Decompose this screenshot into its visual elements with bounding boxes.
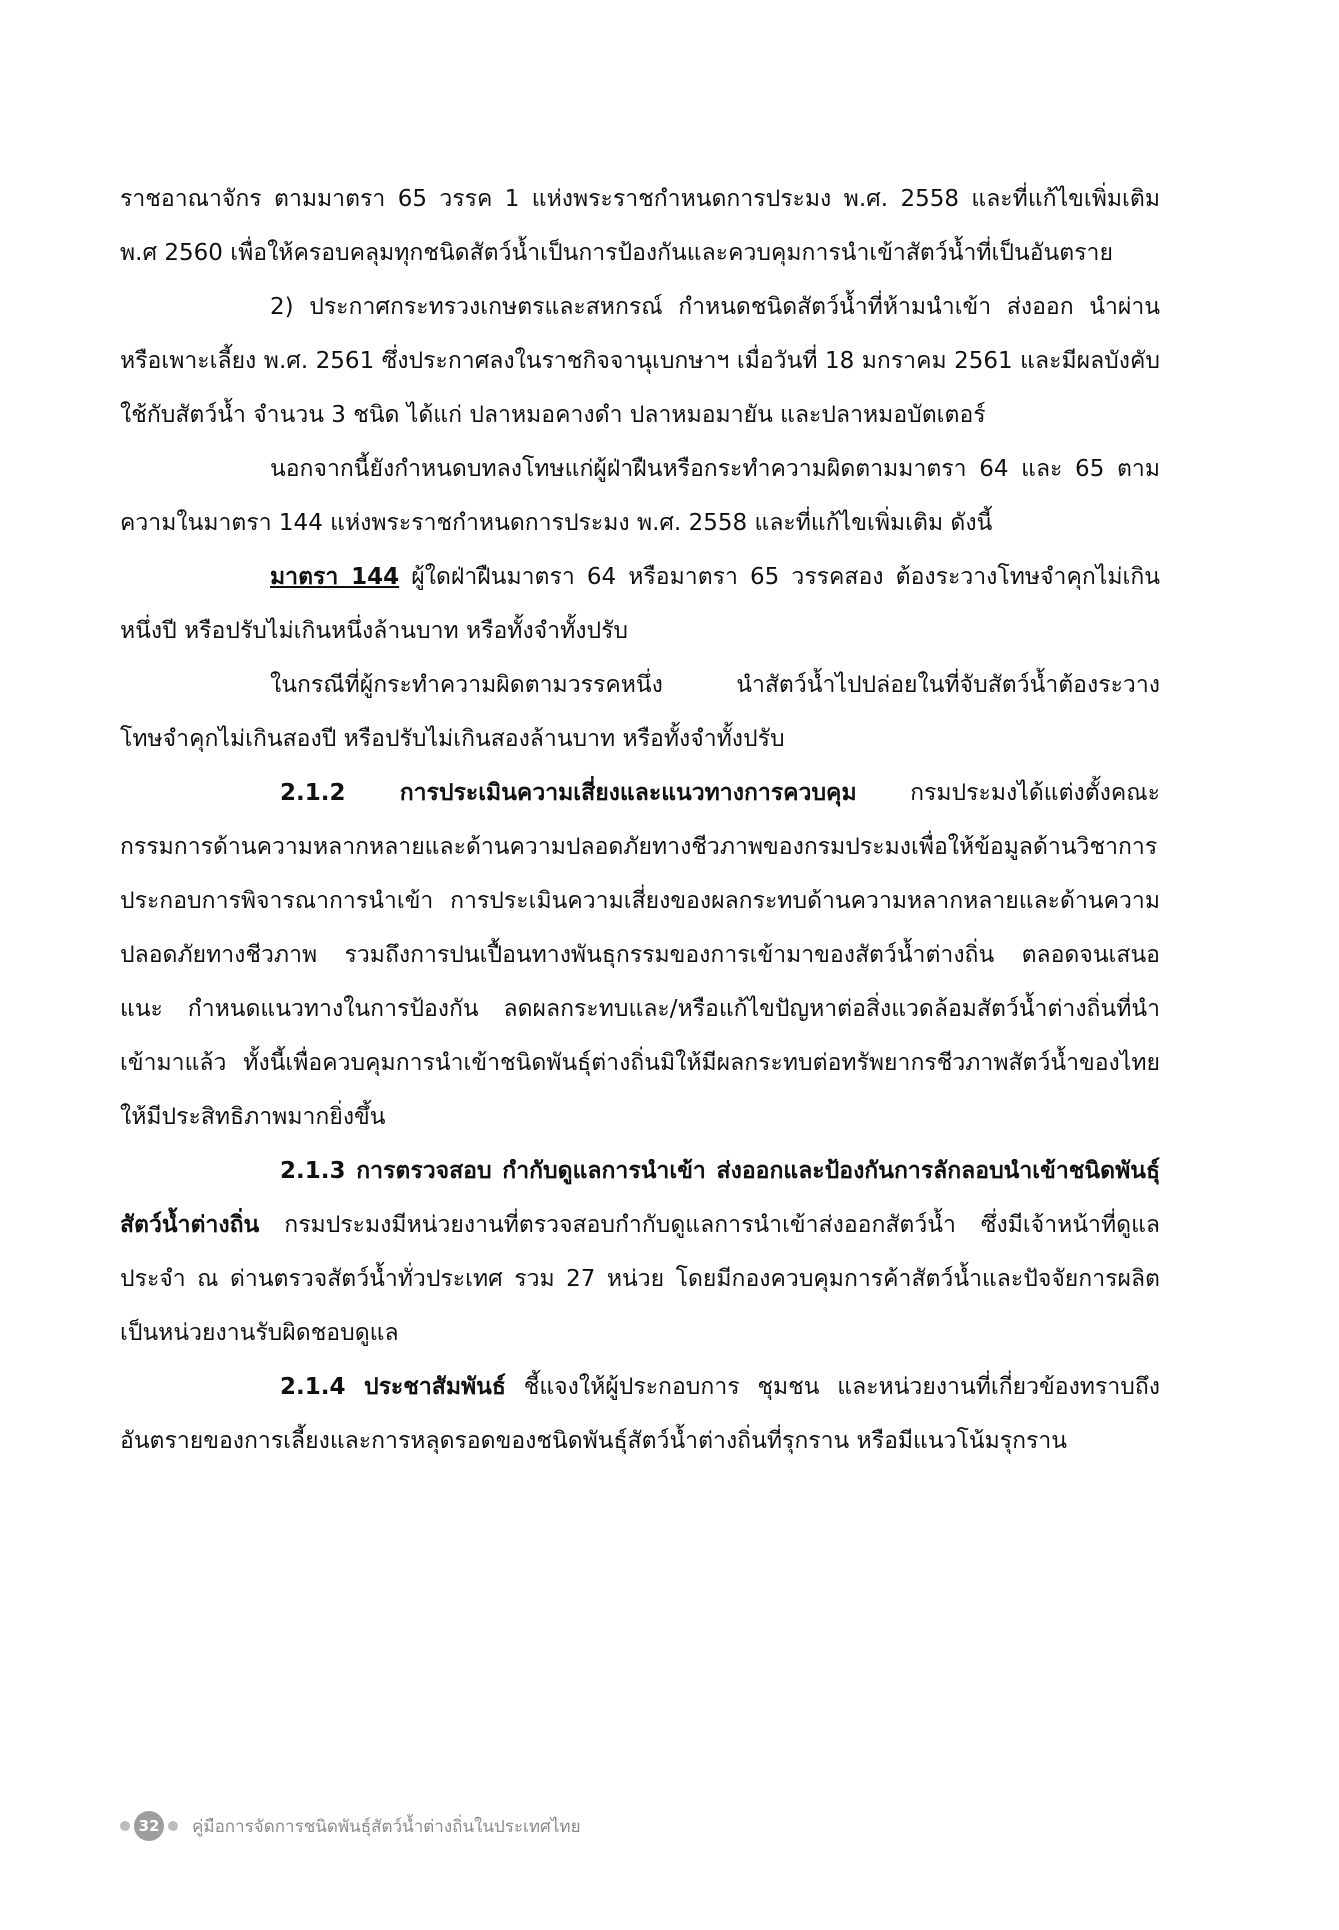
page-number: 32: [134, 1811, 164, 1841]
paragraph-public-relations: [120, 1360, 1160, 1468]
paragraph-penalty-intro: [120, 442, 1160, 550]
paragraph-second-offense: [120, 658, 1160, 766]
law-section-reference: มาตรา 144: [270, 564, 400, 590]
paragraph-text: ราชอาณาจักร ตามมาตรา 65 วรรค 1 แห่งพระราชกำหนดการประมง พ.ศ. 2558 และที่แก้ไขเพิ่มเติม พ.ศ 2560 เพื่อให้ครอบคลุมทุกชนิดสัตว์น้ำเป็นการป้องกันและควบคุมการนำเข้าสัตว์น้ำที่เป็นอันตราย: [120, 186, 1160, 266]
footer-dot-left: [120, 1821, 130, 1831]
paragraph-continuation: [120, 172, 1160, 280]
paragraph-section-144: [120, 550, 1160, 658]
subsection-heading: 2.1.2 การประเมินความเสี่ยงและแนวทางการควบคุม: [280, 780, 857, 806]
footer-dot-right: [168, 1821, 178, 1831]
paragraph-inspection: [120, 1144, 1160, 1360]
footer-title: คู่มือการจัดการชนิดพันธุ์สัตว์น้ำต่างถิ่นในประเทศไทย: [192, 1816, 581, 1837]
paragraph-text: 2) ประกาศกระทรวงเกษตรและสหกรณ์ กำหนดชนิดสัตว์น้ำที่ห้ามนำเข้า ส่งออก นำผ่าน หรือเพาะเลี้ยง พ.ศ. 2561 ซึ่งประกาศลงในราชกิจจานุเบกษาฯ เมื่อวันที่ 18 มกราคม 2561 และมีผลบังคับใช้กับสัตว์น้ำ จำนวน 3 ชนิด ได้แก่ ปลาหมอคางดำ ปลาหมอมายัน และปลาหมอบัตเตอร์: [120, 294, 1160, 428]
subsection-heading: 2.1.4 ประชาสัมพันธ์: [280, 1374, 506, 1400]
page-body: [120, 172, 1160, 1468]
paragraph-text: ผู้ใดฝ่าฝืนมาตรา 64 หรือมาตรา 65 วรรคสอง ต้องระวางโทษจำคุกไม่เกินหนึ่งปี หรือปรับไม่เกินหนึ่งล้านบาท หรือทั้งจำทั้งปรับ: [120, 564, 1160, 644]
paragraph-risk-assessment: [120, 766, 1160, 1144]
paragraph-text: ในกรณีที่ผู้กระทำความผิดตามวรรคหนึ่ง นำสัตว์น้ำไปปล่อยในที่จับสัตว์น้ำต้องระวางโทษจำคุกไม่เกินสองปี หรือปรับไม่เกินสองล้านบาท หรือทั้งจำทั้งปรับ: [120, 672, 1160, 752]
paragraph-text: กรมประมงได้แต่งตั้งคณะกรรมการด้านความหลากหลายและด้านความปลอดภัยทางชีวภาพของกรมประมงเพื่อให้ข้อมูลด้านวิชาการประกอบการพิจารณาการนำเข้า การประเมินความเสี่ยงของผลกระทบด้านความหลากหลายและด้านความปลอดภัยทางชีวภาพ รวมถึงการปนเปื้อนทางพันธุกรรมของการเข้ามาของสัตว์น้ำต่างถิ่น ตลอดจนเสนอแนะ กำหนดแนวทางในการป้องกัน ลดผลกระทบและ/หรือแก้ไขปัญหาต่อสิ่งแวดล้อมสัตว์น้ำต่างถิ่นที่นำเข้ามาแล้ว ทั้งนี้เพื่อควบคุมการนำเข้าชนิดพันธุ์ต่างถิ่นมิให้มีผลกระทบต่อทรัพยากรชีวภาพสัตว์น้ำของไทยให้มีประสิทธิภาพมากยิ่งขึ้น: [120, 780, 1160, 1130]
paragraph-announcement: [120, 280, 1160, 442]
paragraph-text: นอกจากนี้ยังกำหนดบทลงโทษแก่ผู้ฝ่าฝืนหรือกระทำความผิดตามมาตรา 64 และ 65 ตามความในมาตรา 144 แห่งพระราชกำหนดการประมง พ.ศ. 2558 และที่แก้ไขเพิ่มเติม ดังนี้: [120, 456, 1160, 536]
paragraph-text: กรมประมงมีหน่วยงานที่ตรวจสอบกำกับดูแลการนำเข้าส่งออกสัตว์น้ำ ซึ่งมีเจ้าหน้าที่ดูแลประจำ ณ ด่านตรวจสัตว์น้ำทั่วประเทศ รวม 27 หน่วย โดยมีกองควบคุมการค้าสัตว์น้ำและปัจจัยการผลิตเป็นหน่วยงานรับผิดชอบดูแล: [120, 1212, 1160, 1346]
paragraph-text: ชี้แจงให้ผู้ประกอบการ ชุมชน และหน่วยงานที่เกี่ยวข้องทราบถึงอันตรายของการเลี้ยงและการหลุดรอดของชนิดพันธุ์สัตว์น้ำต่างถิ่นที่รุกราน หรือมีแนวโน้มรุกราน: [120, 1374, 1160, 1454]
page-footer: [120, 1811, 581, 1841]
subsection-heading: 2.1.3 การตรวจสอบ กำกับดูแลการนำเข้า ส่งออกและป้องกันการลักลอบนำเข้าชนิดพันธุ์สัตว์น้ำต่างถิ่น: [120, 1158, 1160, 1238]
